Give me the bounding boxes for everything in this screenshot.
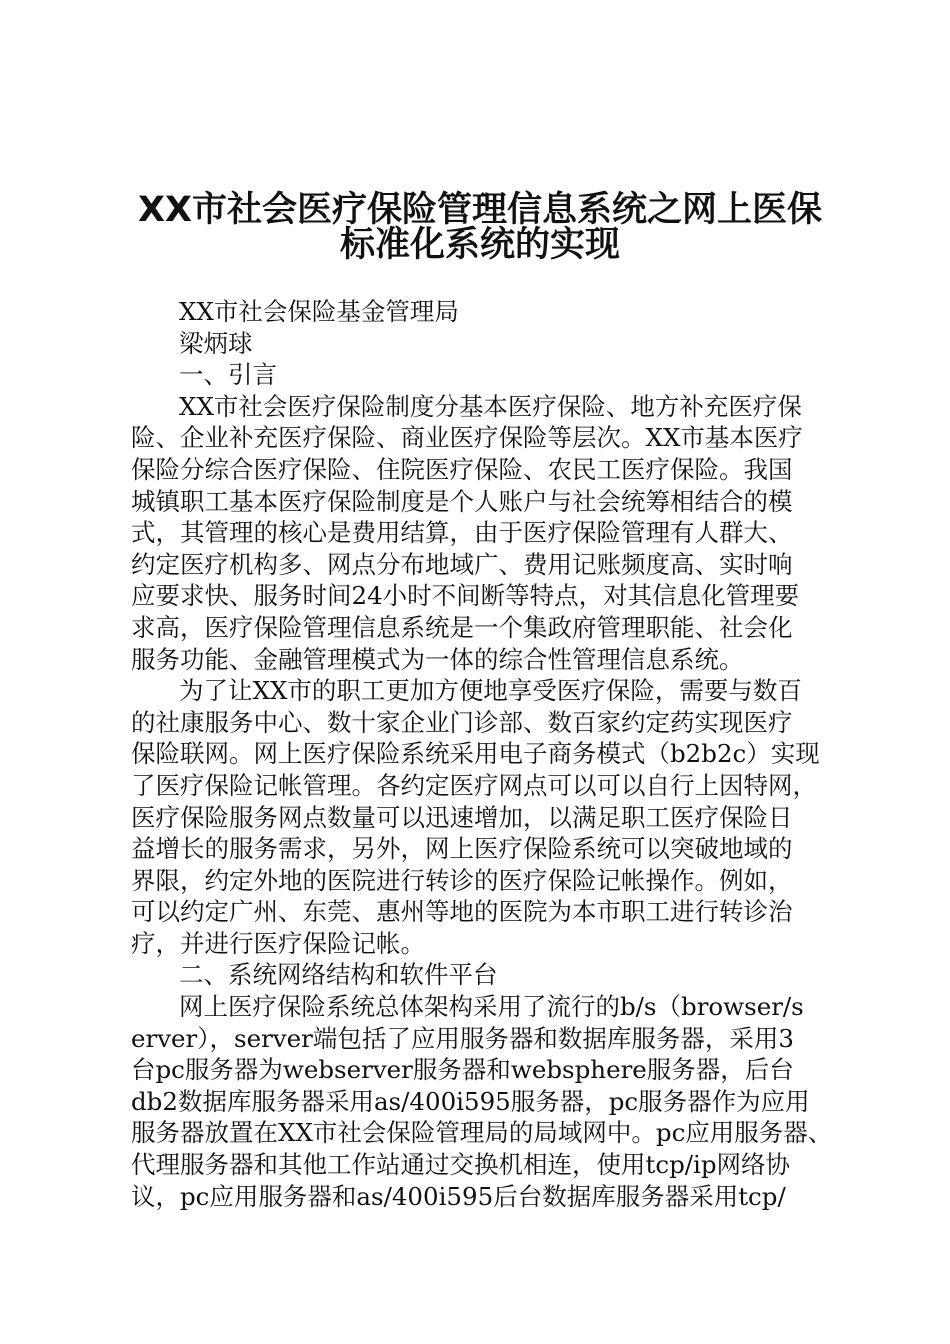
paragraph-line: 服务功能、金融管理模式为一体的综合性管理信息系统。 <box>131 644 744 674</box>
paragraph-line: erver），server端包括了应用服务器和数据库服务器，采用3 <box>131 1023 794 1053</box>
paragraph-line: 城镇职工基本医疗保险制度是个人账户与社会统筹相结合的模 <box>131 486 793 516</box>
paragraph-line: 险、企业补充医疗保险、商业医疗保险等层次。XX市基本医疗 <box>131 423 803 453</box>
paragraph-line: 为了让XX市的职工更加方便地享受医疗保险，需要与数百 <box>179 676 802 706</box>
paragraph-line: 了医疗保险记帐管理。各约定医疗网点可以可以自行上因特网， <box>131 770 817 800</box>
paragraph-line: 界限，约定外地的医院进行转诊的医疗保险记帐操作。例如， <box>131 865 793 895</box>
paragraph-line: 服务器放置在XX市社会保险管理局的局域网中。pc应用服务器、 <box>131 1118 833 1148</box>
paragraph-line: 应要求快、服务时间24小时不间断等特点，对其信息化管理要 <box>131 581 800 611</box>
document-body <box>131 296 841 1212</box>
section-heading-architecture: 二、系统网络结构和软件平台 <box>179 960 498 990</box>
paragraph-line: 议，pc应用服务器和as/400i595后台数据库服务器采用tcp/ <box>131 1181 786 1211</box>
paragraph-line: 医疗保险服务网点数量可以迅速增加，以满足职工医疗保险日 <box>131 802 793 832</box>
organization-line: XX市社会保险基金管理局 <box>179 297 459 326</box>
paragraph-line: 台pc服务器为webserver服务器和websphere服务器，后台 <box>131 1055 794 1085</box>
paragraph-line: 疗，并进行医疗保险记帐。 <box>131 928 425 958</box>
document-title-line-2: 标准化系统的实现 <box>339 225 620 265</box>
author-line: 梁炳球 <box>179 328 253 358</box>
paragraph-line: 可以约定广州、东莞、惠州等地的医院为本市职工进行转诊治 <box>131 897 793 927</box>
paragraph-line: 约定医疗机构多、网点分布地域广、费用记账频度高、实时响 <box>131 549 793 579</box>
paragraph-line: 求高，医疗保险管理信息系统是一个集政府管理职能、社会化 <box>131 612 793 642</box>
paragraph-network-goals <box>131 675 841 959</box>
paragraph-line: 的社康服务中心、数十家企业门诊部、数百家约定药实现医疗 <box>131 707 793 737</box>
paragraph-line: db2数据库服务器采用as/400i595服务器，pc服务器作为应用 <box>131 1086 810 1116</box>
paragraph-line: 网上医疗保险系统总体架构采用了流行的b/s（browser/s <box>179 992 804 1022</box>
paragraph-line: XX市社会医疗保险制度分基本医疗保险、地方补充医疗保 <box>179 391 802 421</box>
section-heading-introduction: 一、引言 <box>179 360 277 390</box>
paragraph-line: 式，其管理的核心是费用结算，由于医疗保险管理有人群大、 <box>131 518 793 548</box>
paragraph-line: 保险分综合医疗保险、住院医疗保险、农民工医疗保险。我国 <box>131 454 793 484</box>
paragraph-line: 益增长的服务需求，另外，网上医疗保险系统可以突破地域的 <box>131 834 793 864</box>
paragraph-architecture <box>131 991 841 1212</box>
paragraph-line: 保险联网。网上医疗保险系统采用电子商务模式（b2b2c）实现 <box>131 739 820 769</box>
document-title-line-1: XX市社会医疗保险管理信息系统之网上医保 <box>138 190 822 230</box>
paragraph-introduction <box>131 391 841 675</box>
paragraph-line: 代理服务器和其他工作站通过交换机相连，使用tcp/ip网络协 <box>131 1150 791 1180</box>
